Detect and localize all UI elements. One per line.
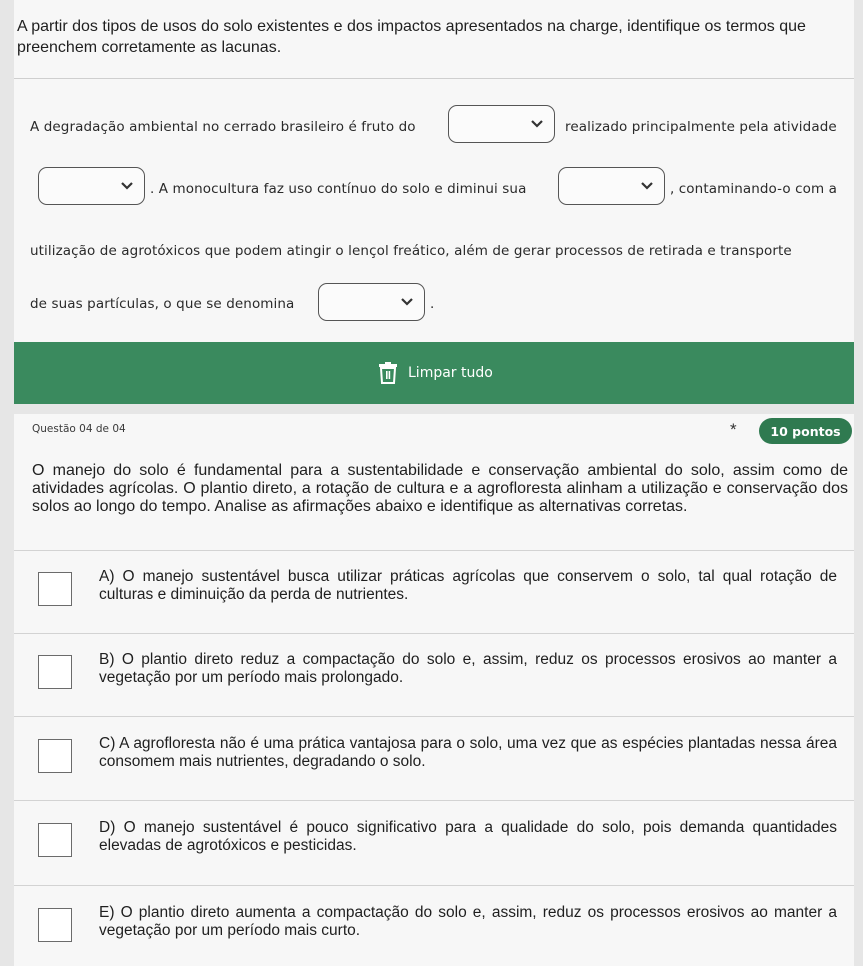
option-a-checkbox[interactable] xyxy=(38,572,72,606)
option-c-checkbox[interactable] xyxy=(38,739,72,773)
fill-text-line4-end: . xyxy=(430,296,435,312)
question-text: O manejo do solo é fundamental para a sustentabilidade e conservação ambiental do solo, assim como de atividades agrícolas. O plantio direto, a rotação de cultura e a agrofloresta alinham a utilização e conservação dos solos ao longo do tempo. Analise as afirmações abaixo e identifique as alternativas corretas. xyxy=(32,462,848,515)
question-counter: Questão 04 de 04 xyxy=(32,423,126,435)
divider xyxy=(14,78,854,79)
previous-question-prompt: A partir dos tipos de usos do solo existentes e dos impactos apresentados na charge, identifique os termos que preenchem corretamente as lacunas. xyxy=(17,18,806,56)
option-d-text: D) O manejo sustentável é pouco significativo para a qualidade do solo, pois demanda quantidades elevadas de agrotóxicos e pesticidas. xyxy=(99,819,837,854)
option-b-checkbox[interactable] xyxy=(38,655,72,689)
option-e[interactable] xyxy=(14,886,854,966)
blank-dropdown-1[interactable] xyxy=(448,105,555,143)
trash-icon xyxy=(378,362,398,384)
blank-dropdown-2[interactable] xyxy=(38,167,145,205)
fill-text-line2-start: . A monocultura faz uso contínuo do solo e diminui sua xyxy=(150,181,527,197)
fill-text-line4-start: de suas partículas, o que se denomina xyxy=(30,296,295,312)
option-a[interactable] xyxy=(14,551,854,633)
option-d-checkbox[interactable] xyxy=(38,823,72,857)
fill-text-line1-start: A degradação ambiental no cerrado brasileiro é fruto do xyxy=(30,119,416,135)
option-e-text: E) O plantio direto aumenta a compactação do solo e, assim, reduz os processos erosivos ao manter a vegetação por um período mais curto. xyxy=(99,904,837,939)
fill-text-line1-end: realizado principalmente pela atividade xyxy=(565,119,837,135)
chevron-down-icon xyxy=(400,294,414,308)
chevron-down-icon xyxy=(640,178,654,192)
points-badge: 10 pontos xyxy=(759,418,852,444)
blank-dropdown-4[interactable] xyxy=(318,283,425,321)
option-a-text: A) O manejo sustentável busca utilizar práticas agrícolas que conservem o solo, tal qual rotação de culturas e diminuição da perda de nutrientes. xyxy=(99,568,837,603)
chevron-down-icon xyxy=(530,116,544,130)
option-e-checkbox[interactable] xyxy=(38,908,72,942)
fill-text-line3: utilização de agrotóxicos que podem atingir o lençol freático, além de gerar processos de retirada e transporte xyxy=(30,243,792,259)
option-b-text: B) O plantio direto reduz a compactação do solo e, assim, reduz os processos erosivos ao manter a vegetação por um período mais prolongado. xyxy=(99,651,837,686)
blank-dropdown-3[interactable] xyxy=(558,167,665,205)
option-c-text: C) A agrofloresta não é uma prática vantajosa para o solo, uma vez que as espécies plantadas nessa área consomem mais nutrientes, degradando o solo. xyxy=(99,735,837,770)
option-c[interactable] xyxy=(14,717,854,799)
option-d[interactable] xyxy=(14,801,854,883)
clear-all-label: Limpar tudo xyxy=(408,365,493,381)
option-b[interactable] xyxy=(14,634,854,716)
chevron-down-icon xyxy=(120,178,134,192)
clear-all-button-content[interactable] xyxy=(378,362,493,384)
fill-text-line2-end: , contaminando-o com a xyxy=(670,181,838,197)
required-mark: * xyxy=(730,420,737,439)
